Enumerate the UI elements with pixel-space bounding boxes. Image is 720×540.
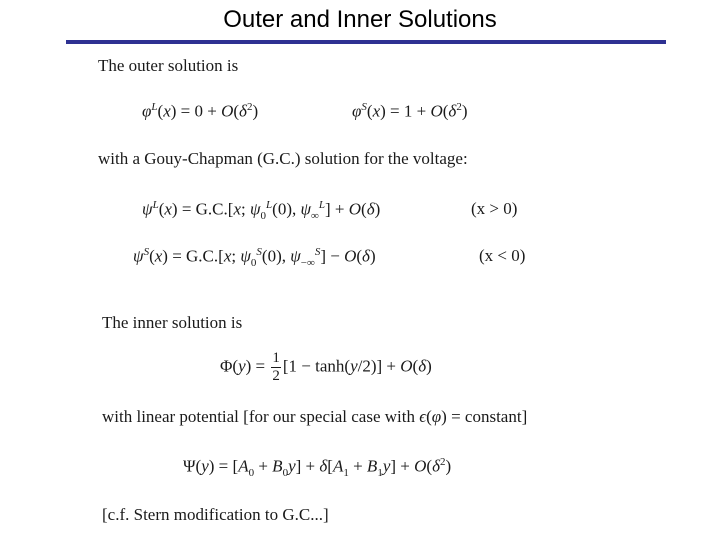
equation-psi-L: $\psi^L(x) = G.C.[x$; $\psi_0^L(0)$, $\psi_\infty^L] + O(\delta)$ — [142, 199, 381, 223]
condition-x-negative: (x < 0) — [479, 246, 526, 265]
gc-intro-text: with a Gouy-Chapman (G.C.) solution for the voltage: — [98, 149, 468, 168]
outer-intro-text: The outer solution is — [98, 56, 239, 75]
equation-psi-S: $\psi^S(x) = G.C.[x$; $\psi_0^S(0)$, $\psi_{-\infty}^S] - O(\delta)$ — [133, 246, 376, 270]
inner-intro-text: The inner solution is — [102, 313, 243, 332]
slide-title: Outer and Inner Solutions — [223, 6, 497, 33]
stern-note-text: [c.f. Stern modification to G.C...] — [102, 505, 329, 524]
title-underline — [66, 40, 666, 44]
equation-Psi: $\Psi(y) = [A_0 + B_0y] + \delta[A_1 + B_1y] + O(\delta^2)$ — [183, 456, 452, 480]
condition-x-positive: (x > 0) — [471, 199, 518, 218]
linear-intro-text: with linear potential [for our special case with ϵ(φ) = constant] — [102, 407, 528, 426]
equation-phi: Φ(y) = $\frac{1}{2}$ [1 − tanh(y/2)] + O(δ) — [220, 350, 432, 384]
equation-outer-S: $\varphi^S(x) = 1 + O(\delta^2)$ — [352, 101, 468, 121]
equation-outer-L: $\varphi^L(x) = 0 + O(\delta^2)$ — [142, 101, 259, 121]
